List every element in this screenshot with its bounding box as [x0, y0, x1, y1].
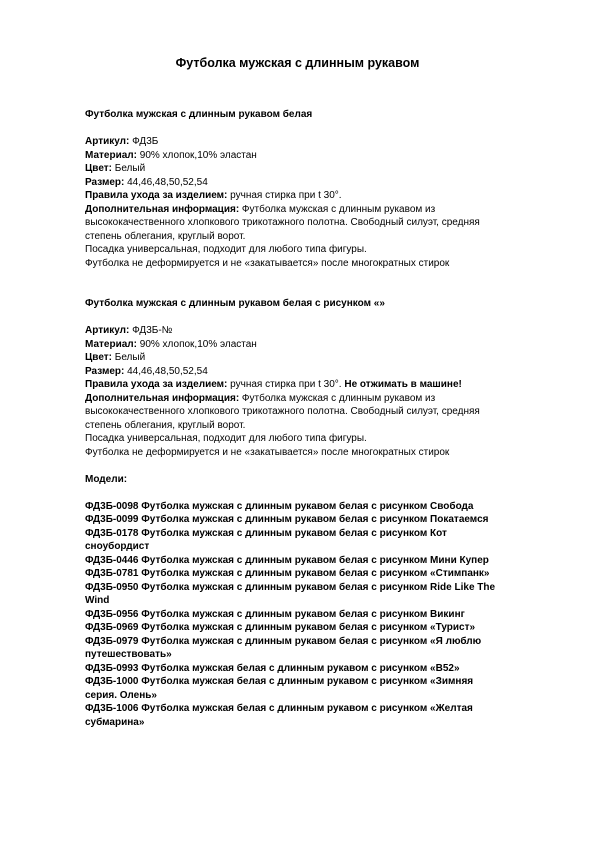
model-line: сноубордист [85, 541, 150, 552]
model-line: ФД3Б-0446 Футболка мужская с длинным рукавом белая с рисунком Мини Купер [85, 554, 489, 566]
page-title: Футболка мужская с длинным рукавом [175, 56, 420, 70]
model-line: Wind [85, 595, 110, 606]
size-line: Размер: 44,46,48,50,52,54 [85, 176, 208, 188]
product-heading: Футболка мужская с длинным рукавом белая [85, 109, 313, 120]
article-line: Артикул: ФД3Б-№ [85, 325, 173, 336]
product-section-1 [85, 108, 545, 270]
model-line: ФД3Б-0178 Футболка мужская с длинным рукавом белая с рисунком Кот [85, 527, 447, 539]
model-line: ФД3Б-0956 Футболка мужская с длинным рукавом белая с рисунком Викинг [85, 608, 465, 620]
material-line: Материал: 90% хлопок,10% эластан [85, 338, 257, 350]
care-warning: Не отжимать в машине! [341, 379, 462, 390]
info-line-cont: степень облегания, круглый ворот. [85, 230, 246, 242]
model-line: ФД3Б-0979 Футболка мужская с длинным рукавом белая с рисунком «Я люблю [85, 635, 482, 647]
model-line: ФД3Б-1000 Футболка мужская белая с длинным рукавом с рисунком «Зимняя [85, 676, 474, 687]
model-line: серия. Олень» [85, 689, 157, 701]
universal-line: Посадка универсальная, подходит для любого типа фигуры. [85, 433, 367, 444]
care-line: Правила ухода за изделием: ручная стирка при t 30°. [85, 190, 342, 201]
color-line: Цвет: Белый [85, 163, 146, 174]
size-line: Размер: 44,46,48,50,52,54 [85, 365, 208, 377]
universal-line: Посадка универсальная, подходит для любого типа фигуры. [85, 244, 367, 255]
info-line: Дополнительная информация: Футболка мужская с длинным рукавом из [85, 203, 436, 215]
model-line: ФД3Б-0969 Футболка мужская с длинным рукавом белая с рисунком «Турист» [85, 622, 476, 633]
model-line: ФД3Б-0781 Футболка мужская с длинным рукавом белая с рисунком «Стимпанк» [85, 568, 490, 579]
care-line: Правила ухода за изделием: ручная стирка при t 30°. Не отжимать в машине! [85, 379, 462, 390]
model-line: ФД3Б-0098 Футболка мужская с длинным рукавом белая с рисунком Свобода [85, 500, 474, 512]
deform-line: Футболка не деформируется и не «закатывается» после многократных стирок [85, 257, 450, 269]
deform-line: Футболка не деформируется и не «закатывается» после многократных стирок [85, 446, 450, 458]
models-label: Модели: [85, 473, 128, 485]
model-line: ФД3Б-0099 Футболка мужская с длинным рукавом белая с рисунком Покатаемся [85, 514, 489, 525]
model-line: ФД3Б-1006 Футболка мужская белая с длинным рукавом с рисунком «Желтая [85, 703, 473, 714]
article-line: Артикул: ФД3Б [85, 136, 159, 147]
model-line: ФД3Б-0993 Футболка мужская белая с длинным рукавом с рисунком «В52» [85, 662, 460, 674]
document-body [85, 108, 545, 729]
models-section [85, 473, 545, 730]
info-line: Дополнительная информация: Футболка мужская с длинным рукавом из [85, 392, 436, 404]
model-line: ФД3Б-0950 Футболка мужская с длинным рукавом белая с рисунком Ride Like The [85, 581, 496, 593]
info-line-cont: степень облегания, круглый ворот. [85, 419, 246, 431]
model-line: субмарина» [85, 716, 145, 728]
color-line: Цвет: Белый [85, 352, 146, 363]
info-line-cont: высококачественного хлопкового трикотажного полотна. Свободный силуэт, средняя [85, 217, 480, 228]
product-section-2 [85, 297, 545, 459]
info-line-cont: высококачественного хлопкового трикотажного полотна. Свободный силуэт, средняя [85, 406, 480, 417]
material-line: Материал: 90% хлопок,10% эластан [85, 149, 257, 161]
model-line: путешествовать» [85, 649, 172, 660]
product-heading: Футболка мужская с длинным рукавом белая с рисунком «» [85, 298, 385, 309]
